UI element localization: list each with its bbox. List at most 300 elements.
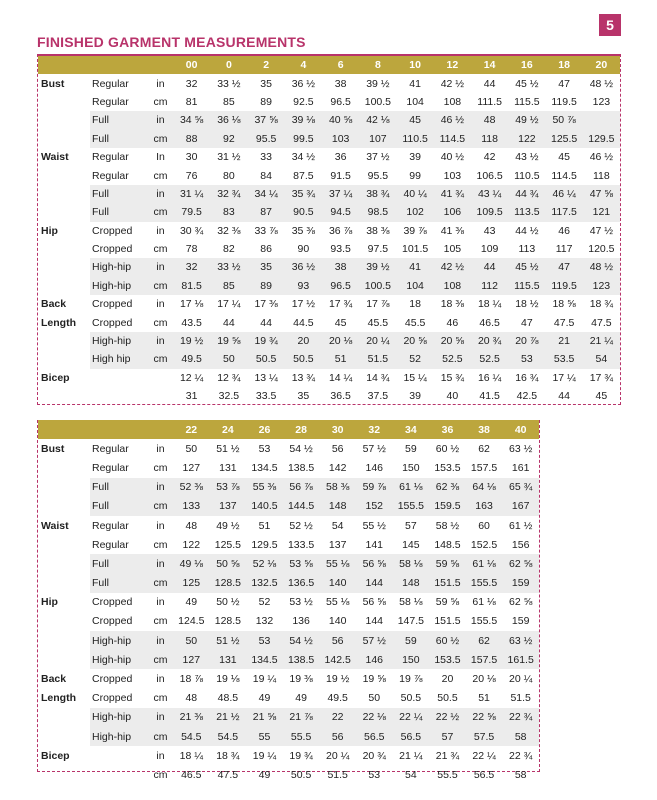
- measurement-value: 12 ¼: [179, 371, 204, 384]
- measurement-value: 52.5: [434, 350, 471, 368]
- measurement-value: 17 ⅜: [254, 298, 278, 311]
- measurement-value: 127: [182, 461, 201, 474]
- header-spacer: [148, 420, 173, 439]
- measurement-value: 128.5: [210, 574, 247, 593]
- measurement-value: 59: [393, 631, 430, 650]
- measurement-value: 50: [185, 442, 198, 455]
- measurement-value: 22 ¾: [508, 749, 533, 762]
- measurement-value: 12 ¾: [217, 371, 241, 384]
- unit-label: [148, 387, 173, 405]
- measurement-value: 51: [322, 350, 359, 368]
- measurement-value: 92.5: [293, 95, 314, 108]
- measurement-value: 103: [322, 130, 359, 148]
- unit-label: cm: [153, 615, 168, 628]
- measurement-value: 50.5: [248, 350, 285, 368]
- measurement-row: [38, 332, 620, 350]
- measurement-value: 81.5: [173, 277, 210, 295]
- measurement-value: 97.5: [367, 243, 389, 256]
- fit-label: Cropped: [92, 224, 133, 237]
- measurement-value: 40 ½: [440, 151, 465, 164]
- measurement-value: 38 ¾: [359, 185, 396, 203]
- measurement-value: 44 ½: [515, 224, 539, 237]
- measurement-value: 43 ¼: [471, 185, 508, 203]
- measurement-row: [38, 458, 539, 477]
- measurement-value: 87: [248, 203, 285, 221]
- measurement-value: 49 ½: [508, 111, 545, 129]
- measurement-group-label: [38, 631, 90, 650]
- measurement-value: 146: [365, 461, 384, 474]
- measurement-value: 37.5: [367, 390, 389, 403]
- measurement-value: 44: [223, 316, 235, 329]
- measurement-row: [38, 387, 620, 405]
- measurement-value: 19 ¼: [252, 673, 277, 686]
- measurement-row: [38, 439, 539, 458]
- measurement-value: 53 ⅝: [283, 554, 320, 573]
- measurement-value: 48: [471, 111, 508, 129]
- measurement-value: 36 ½: [291, 77, 316, 90]
- measurement-value: 131: [219, 461, 237, 474]
- measurement-value: 125.5: [546, 130, 583, 148]
- measurement-value: 144.5: [283, 497, 320, 516]
- measurement-value: 44: [471, 258, 508, 276]
- measurement-value: 20 ¼: [359, 332, 396, 350]
- measurement-value: 119.5: [551, 95, 577, 108]
- measurement-value: 113.5: [508, 203, 545, 221]
- unit-label: in: [148, 111, 173, 129]
- measurement-row: [38, 516, 539, 535]
- measurement-value: 20 ¾: [362, 749, 386, 762]
- measurement-value: 19 ¾: [289, 749, 313, 762]
- measurement-value: 55 ⅛: [325, 596, 350, 609]
- unit-label: in: [156, 442, 165, 455]
- measurement-value: 167: [502, 497, 539, 516]
- measurement-value: 148: [319, 497, 356, 516]
- measurement-value: 57 ½: [356, 631, 393, 650]
- measurement-value: 108: [434, 277, 471, 295]
- measurement-value: 33.5: [255, 390, 277, 403]
- measurement-value: 142: [328, 461, 347, 474]
- measurement-group-label: [38, 554, 90, 573]
- measurement-value: 63 ½: [508, 442, 533, 455]
- measurement-group-label: [38, 574, 90, 593]
- measurement-row: [38, 535, 539, 554]
- measurement-value: 59 ⅝: [429, 554, 466, 573]
- measurement-value: 104: [406, 95, 424, 108]
- measurement-value: 20 ¼: [508, 673, 533, 686]
- size-header: 26: [246, 420, 283, 439]
- measurement-value: 62: [478, 442, 490, 455]
- measurement-value: 153.5: [434, 461, 461, 474]
- measurement-group-label: Hip: [41, 224, 58, 237]
- measurement-value: 36 ⅞: [328, 224, 353, 237]
- measurement-value: 17 ¼: [552, 371, 576, 384]
- measurement-value: 159: [511, 615, 530, 628]
- measurement-value: 151.5: [434, 615, 461, 628]
- measurement-value: 55: [246, 727, 283, 746]
- fit-label: Regular: [92, 442, 129, 455]
- unit-label: cm: [153, 538, 168, 551]
- measurement-value: 54: [331, 519, 344, 532]
- measurement-value: 82: [223, 243, 235, 256]
- measurement-value: 90: [297, 243, 310, 256]
- measurement-value: 21 ⅜: [173, 708, 210, 727]
- measurement-group-label: Length: [41, 316, 76, 329]
- fit-label: High-hip: [90, 650, 148, 669]
- measurement-value: 104: [397, 277, 434, 295]
- measurement-value: 49.5: [173, 350, 210, 368]
- measurement-value: 91.5: [330, 169, 351, 182]
- measurement-value: 146: [356, 650, 393, 669]
- measurement-value: 54 ½: [289, 442, 313, 455]
- measurement-value: 55 ⅛: [319, 554, 356, 573]
- unit-label: cm: [148, 277, 173, 295]
- measurement-value: 93.5: [330, 243, 351, 256]
- measurement-value: 61 ⅛: [472, 596, 496, 609]
- measurement-value: 88: [173, 130, 210, 148]
- measurement-value: 138.5: [287, 461, 315, 474]
- fit-label: High-hip: [90, 258, 148, 276]
- measurement-row: [38, 708, 539, 727]
- measurement-value: 46.5: [181, 768, 202, 781]
- measurement-value: 80: [223, 169, 235, 182]
- measurement-value: 152: [356, 497, 393, 516]
- fit-label: Full: [90, 203, 148, 221]
- measurement-value: 123: [592, 95, 611, 108]
- measurement-value: 56 ⅞: [283, 478, 320, 497]
- measurement-value: 51.5: [359, 350, 396, 368]
- measurement-group-label: Length: [41, 692, 76, 705]
- measurement-value: 108: [443, 95, 462, 108]
- measurement-value: 30 ¾: [179, 224, 204, 237]
- measurement-group-label: [38, 535, 90, 554]
- fit-label: Cropped: [92, 673, 133, 686]
- unit-label: in: [148, 631, 173, 650]
- measurement-value: 14 ¾: [366, 371, 390, 384]
- measurement-value: 134.5: [246, 650, 283, 669]
- measurement-value: 33 ⅞: [254, 224, 278, 237]
- measurement-value: 96.5: [322, 277, 359, 295]
- measurement-value: 18 ¼: [179, 749, 203, 762]
- measurement-value: 98.5: [359, 203, 396, 221]
- measurement-value: 100.5: [364, 95, 392, 108]
- measurement-value: 163: [466, 497, 503, 516]
- measurement-value: 122: [182, 538, 201, 551]
- measurement-value: 115.5: [508, 277, 545, 295]
- measurement-value: 21 ¾: [435, 749, 460, 762]
- measurement-value: 136: [292, 615, 310, 628]
- measurement-value: 155.5: [466, 574, 503, 593]
- fit-label: [90, 765, 148, 784]
- measurement-value: 54 ½: [283, 631, 320, 650]
- measurement-value: 42: [483, 151, 496, 164]
- measurement-value: 161.5: [502, 650, 539, 669]
- measurement-value: 17 ½: [291, 298, 316, 311]
- measurement-value: 125: [173, 574, 210, 593]
- measurement-group-label: [38, 332, 90, 350]
- measurement-value: 37 ¼: [322, 185, 359, 203]
- measurement-value: 86: [260, 243, 272, 256]
- measurement-row: [38, 203, 620, 221]
- fit-label: Cropped: [92, 596, 133, 609]
- fit-label: Full: [90, 130, 148, 148]
- measurement-value: 52: [397, 350, 434, 368]
- fit-label: High-hip: [90, 708, 148, 727]
- measurement-value: 35 ⅜: [291, 224, 316, 237]
- measurement-value: 83: [210, 203, 247, 221]
- measurement-value: 20 ¾: [471, 332, 508, 350]
- fit-label: Cropped: [92, 298, 133, 311]
- measurement-value: 20 ⅞: [508, 332, 545, 350]
- measurement-value: 17 ⅛: [179, 298, 204, 311]
- measurement-value: 48 ½: [589, 77, 614, 90]
- measurement-value: 37 ½: [366, 151, 390, 164]
- measurement-value: 46 ½: [434, 111, 471, 129]
- measurement-value: 34 ¼: [248, 185, 285, 203]
- measurement-value: 54: [405, 768, 417, 781]
- measurement-value: 132.5: [246, 574, 283, 593]
- measurement-row: [38, 166, 620, 184]
- unit-label: cm: [153, 243, 168, 256]
- measurement-value: 13 ¾: [291, 371, 316, 384]
- measurement-row: [38, 689, 539, 708]
- measurement-value: 52: [258, 596, 271, 609]
- measurement-value: 118: [471, 130, 508, 148]
- measurement-row: [38, 478, 539, 497]
- measurement-value: 81: [185, 95, 198, 108]
- measurement-value: 50: [210, 350, 247, 368]
- measurement-row: [38, 277, 620, 295]
- fit-label: Regular: [92, 77, 129, 90]
- size-header: 18: [546, 56, 583, 74]
- measurement-value: 46: [446, 316, 459, 329]
- measurement-value: 140.5: [246, 497, 283, 516]
- measurement-value: 43.5: [181, 316, 202, 329]
- header-spacer: [38, 420, 90, 439]
- measurement-value: 53.5: [546, 350, 583, 368]
- measurement-value: 21: [546, 332, 583, 350]
- size-header: 16: [508, 56, 545, 74]
- measurement-group-label: [38, 387, 90, 405]
- measurement-group-label: Back: [41, 673, 67, 686]
- measurement-value: 114.5: [434, 130, 471, 148]
- measurement-value: 17 ¾: [328, 298, 353, 311]
- unit-label: in: [156, 224, 165, 237]
- measurement-value: 137: [328, 538, 347, 551]
- measurement-value: 78: [185, 243, 198, 256]
- measurement-value: 55.5: [437, 768, 458, 781]
- header-spacer: [90, 420, 148, 439]
- measurement-value: 136.5: [283, 574, 320, 593]
- measurement-value: 14 ¼: [328, 371, 353, 384]
- measurement-group-label: [38, 765, 90, 784]
- measurement-row: [38, 240, 620, 258]
- fit-label: Regular: [92, 461, 129, 474]
- measurement-value: 47: [546, 258, 583, 276]
- measurement-value: 47.5: [553, 316, 575, 329]
- measurement-value: 150: [402, 461, 420, 474]
- unit-label: in: [156, 749, 165, 762]
- fit-label: Full: [90, 497, 148, 516]
- measurement-value: 51: [478, 692, 490, 705]
- measurement-value: 41 ¾: [434, 185, 471, 203]
- measurement-value: 48: [185, 692, 198, 705]
- measurement-value: 22 ⅛: [356, 708, 393, 727]
- measurement-value: 53: [368, 768, 381, 781]
- measurement-value: 60 ½: [429, 631, 466, 650]
- size-header: 36: [429, 420, 466, 439]
- measurement-value: 56: [331, 442, 344, 455]
- measurement-value: 31 ½: [217, 151, 241, 164]
- page-title: FINISHED GARMENT MEASUREMENTS: [37, 34, 306, 50]
- fit-label: Cropped: [92, 243, 133, 256]
- measurement-value: 131: [210, 650, 247, 669]
- measurement-value: 53: [246, 631, 283, 650]
- measurement-value: 43 ½: [515, 151, 539, 164]
- measurement-group-label: Waist: [41, 519, 69, 532]
- measurement-value: 53: [258, 442, 271, 455]
- measurement-value: 19 ½: [325, 673, 350, 686]
- measurement-group-label: Waist: [41, 151, 69, 164]
- measurement-value: 52 ½: [289, 519, 313, 532]
- measurement-value: 51: [258, 519, 271, 532]
- fit-label: High-hip: [90, 277, 148, 295]
- size-header: 00: [173, 56, 210, 74]
- measurement-row: [38, 130, 620, 148]
- measurement-value: 156: [511, 538, 530, 551]
- measurement-value: 47: [521, 316, 533, 329]
- measurement-value: 52 ⅜: [173, 478, 210, 497]
- size-header: 38: [466, 420, 503, 439]
- measurement-value: 35: [297, 390, 310, 403]
- measurement-value: 157.5: [470, 461, 498, 474]
- unit-label: in: [148, 332, 173, 350]
- measurement-value: 19 ½: [173, 332, 210, 350]
- measurement-value: 105: [443, 243, 462, 256]
- measurement-value: 36: [334, 151, 347, 164]
- measurement-value: 21 ¼: [399, 749, 423, 762]
- measurement-value: 117: [555, 243, 573, 256]
- measurement-value: 15 ¾: [440, 371, 465, 384]
- measurement-value: 145: [402, 538, 420, 551]
- measurement-value: 61 ½: [508, 519, 533, 532]
- measurement-value: 37 ⅝: [248, 111, 285, 129]
- measurement-value: 84: [260, 169, 272, 182]
- measurement-value: 57: [405, 519, 417, 532]
- fit-label: Regular: [92, 519, 129, 532]
- measurement-value: 55.5: [283, 727, 320, 746]
- measurement-value: 40: [446, 390, 459, 403]
- fit-label: Cropped: [92, 692, 133, 705]
- measurement-value: 159.5: [429, 497, 466, 516]
- measurement-value: 20 ⅛: [322, 332, 359, 350]
- measurement-value: 50: [368, 692, 381, 705]
- size-header: 2: [248, 56, 285, 74]
- measurement-value: 94.5: [322, 203, 359, 221]
- measurement-group-label: [38, 203, 90, 221]
- measurements-table-1-frame: [37, 54, 621, 405]
- measurement-value: 13 ¼: [254, 371, 278, 384]
- unit-label: cm: [148, 574, 173, 593]
- measurement-value: 32 ¾: [210, 185, 247, 203]
- measurement-value: 41: [409, 77, 421, 90]
- measurement-value: 138.5: [283, 650, 320, 669]
- measurement-value: 38 ⅜: [366, 224, 390, 237]
- measurement-value: 46 ½: [589, 151, 614, 164]
- measurement-value: 46 ¼: [546, 185, 583, 203]
- measurement-value: 18 ¾: [216, 749, 240, 762]
- measurement-value: 62 ⅝: [508, 596, 533, 609]
- measurement-value: 47 ½: [589, 224, 614, 237]
- measurement-value: 32: [173, 258, 210, 276]
- measurement-value: 22 ⅝: [466, 708, 503, 727]
- measurement-row: [38, 497, 539, 516]
- measurement-value: 60 ½: [435, 442, 460, 455]
- measurement-value: 50.5: [400, 692, 422, 705]
- measurement-value: 133: [173, 497, 210, 516]
- measurement-row: [38, 313, 620, 331]
- measurement-value: 57.5: [466, 727, 503, 746]
- measurement-value: 87.5: [293, 169, 314, 182]
- measurement-value: 35 ¾: [285, 185, 322, 203]
- measurement-value: 39: [409, 390, 421, 403]
- measurement-value: 20 ⅛: [472, 673, 496, 686]
- measurement-value: 142.5: [319, 650, 356, 669]
- measurement-value: 21 ½: [210, 708, 247, 727]
- measurement-value: 161: [511, 461, 530, 474]
- measurement-value: 42 ⅛: [359, 111, 396, 129]
- measurement-value: 119.5: [546, 277, 583, 295]
- measurement-group-label: [38, 258, 90, 276]
- measurement-value: 18: [409, 298, 421, 311]
- measurement-value: 79.5: [173, 203, 210, 221]
- unit-label: in: [148, 258, 173, 276]
- measurement-value: 62: [466, 631, 503, 650]
- measurement-value: 65 ¾: [502, 478, 539, 497]
- measurement-value: 58 ⅛: [399, 596, 423, 609]
- measurement-value: 110.5: [397, 130, 434, 148]
- measurement-value: 61 ⅛: [466, 554, 503, 573]
- measurement-row: [38, 74, 620, 92]
- measurement-value: 30: [185, 151, 198, 164]
- measurement-value: 18 ⅞: [179, 673, 203, 686]
- fit-label: Regular: [92, 151, 129, 164]
- measurement-row: [38, 650, 539, 669]
- measurement-value: 155.5: [470, 615, 498, 628]
- measurement-value: 144: [365, 615, 384, 628]
- unit-label: cm: [148, 650, 173, 669]
- measurement-value: 100.5: [359, 277, 396, 295]
- fit-label: [90, 746, 148, 765]
- measurement-value: 54: [583, 350, 620, 368]
- measurement-value: 106.5: [476, 169, 503, 182]
- size-header: 4: [285, 56, 322, 74]
- measurement-value: 96.5: [330, 95, 351, 108]
- measurement-value: 18 ⅝: [552, 298, 576, 311]
- measurement-value: 18 ½: [515, 298, 539, 311]
- measurement-value: 35: [260, 77, 272, 90]
- measurement-value: 35: [248, 258, 285, 276]
- measurement-value: 110.5: [514, 169, 540, 182]
- size-header: 10: [397, 56, 434, 74]
- measurement-row: [38, 295, 620, 313]
- measurement-value: 20 ⅝: [397, 332, 434, 350]
- measurement-group-label: Hip: [41, 596, 58, 609]
- unit-label: cm: [148, 130, 173, 148]
- measurement-value: 48 ½: [583, 258, 620, 276]
- measurement-row: [38, 669, 539, 688]
- measurement-row: [38, 369, 620, 387]
- measurement-value: 45 ½: [508, 258, 545, 276]
